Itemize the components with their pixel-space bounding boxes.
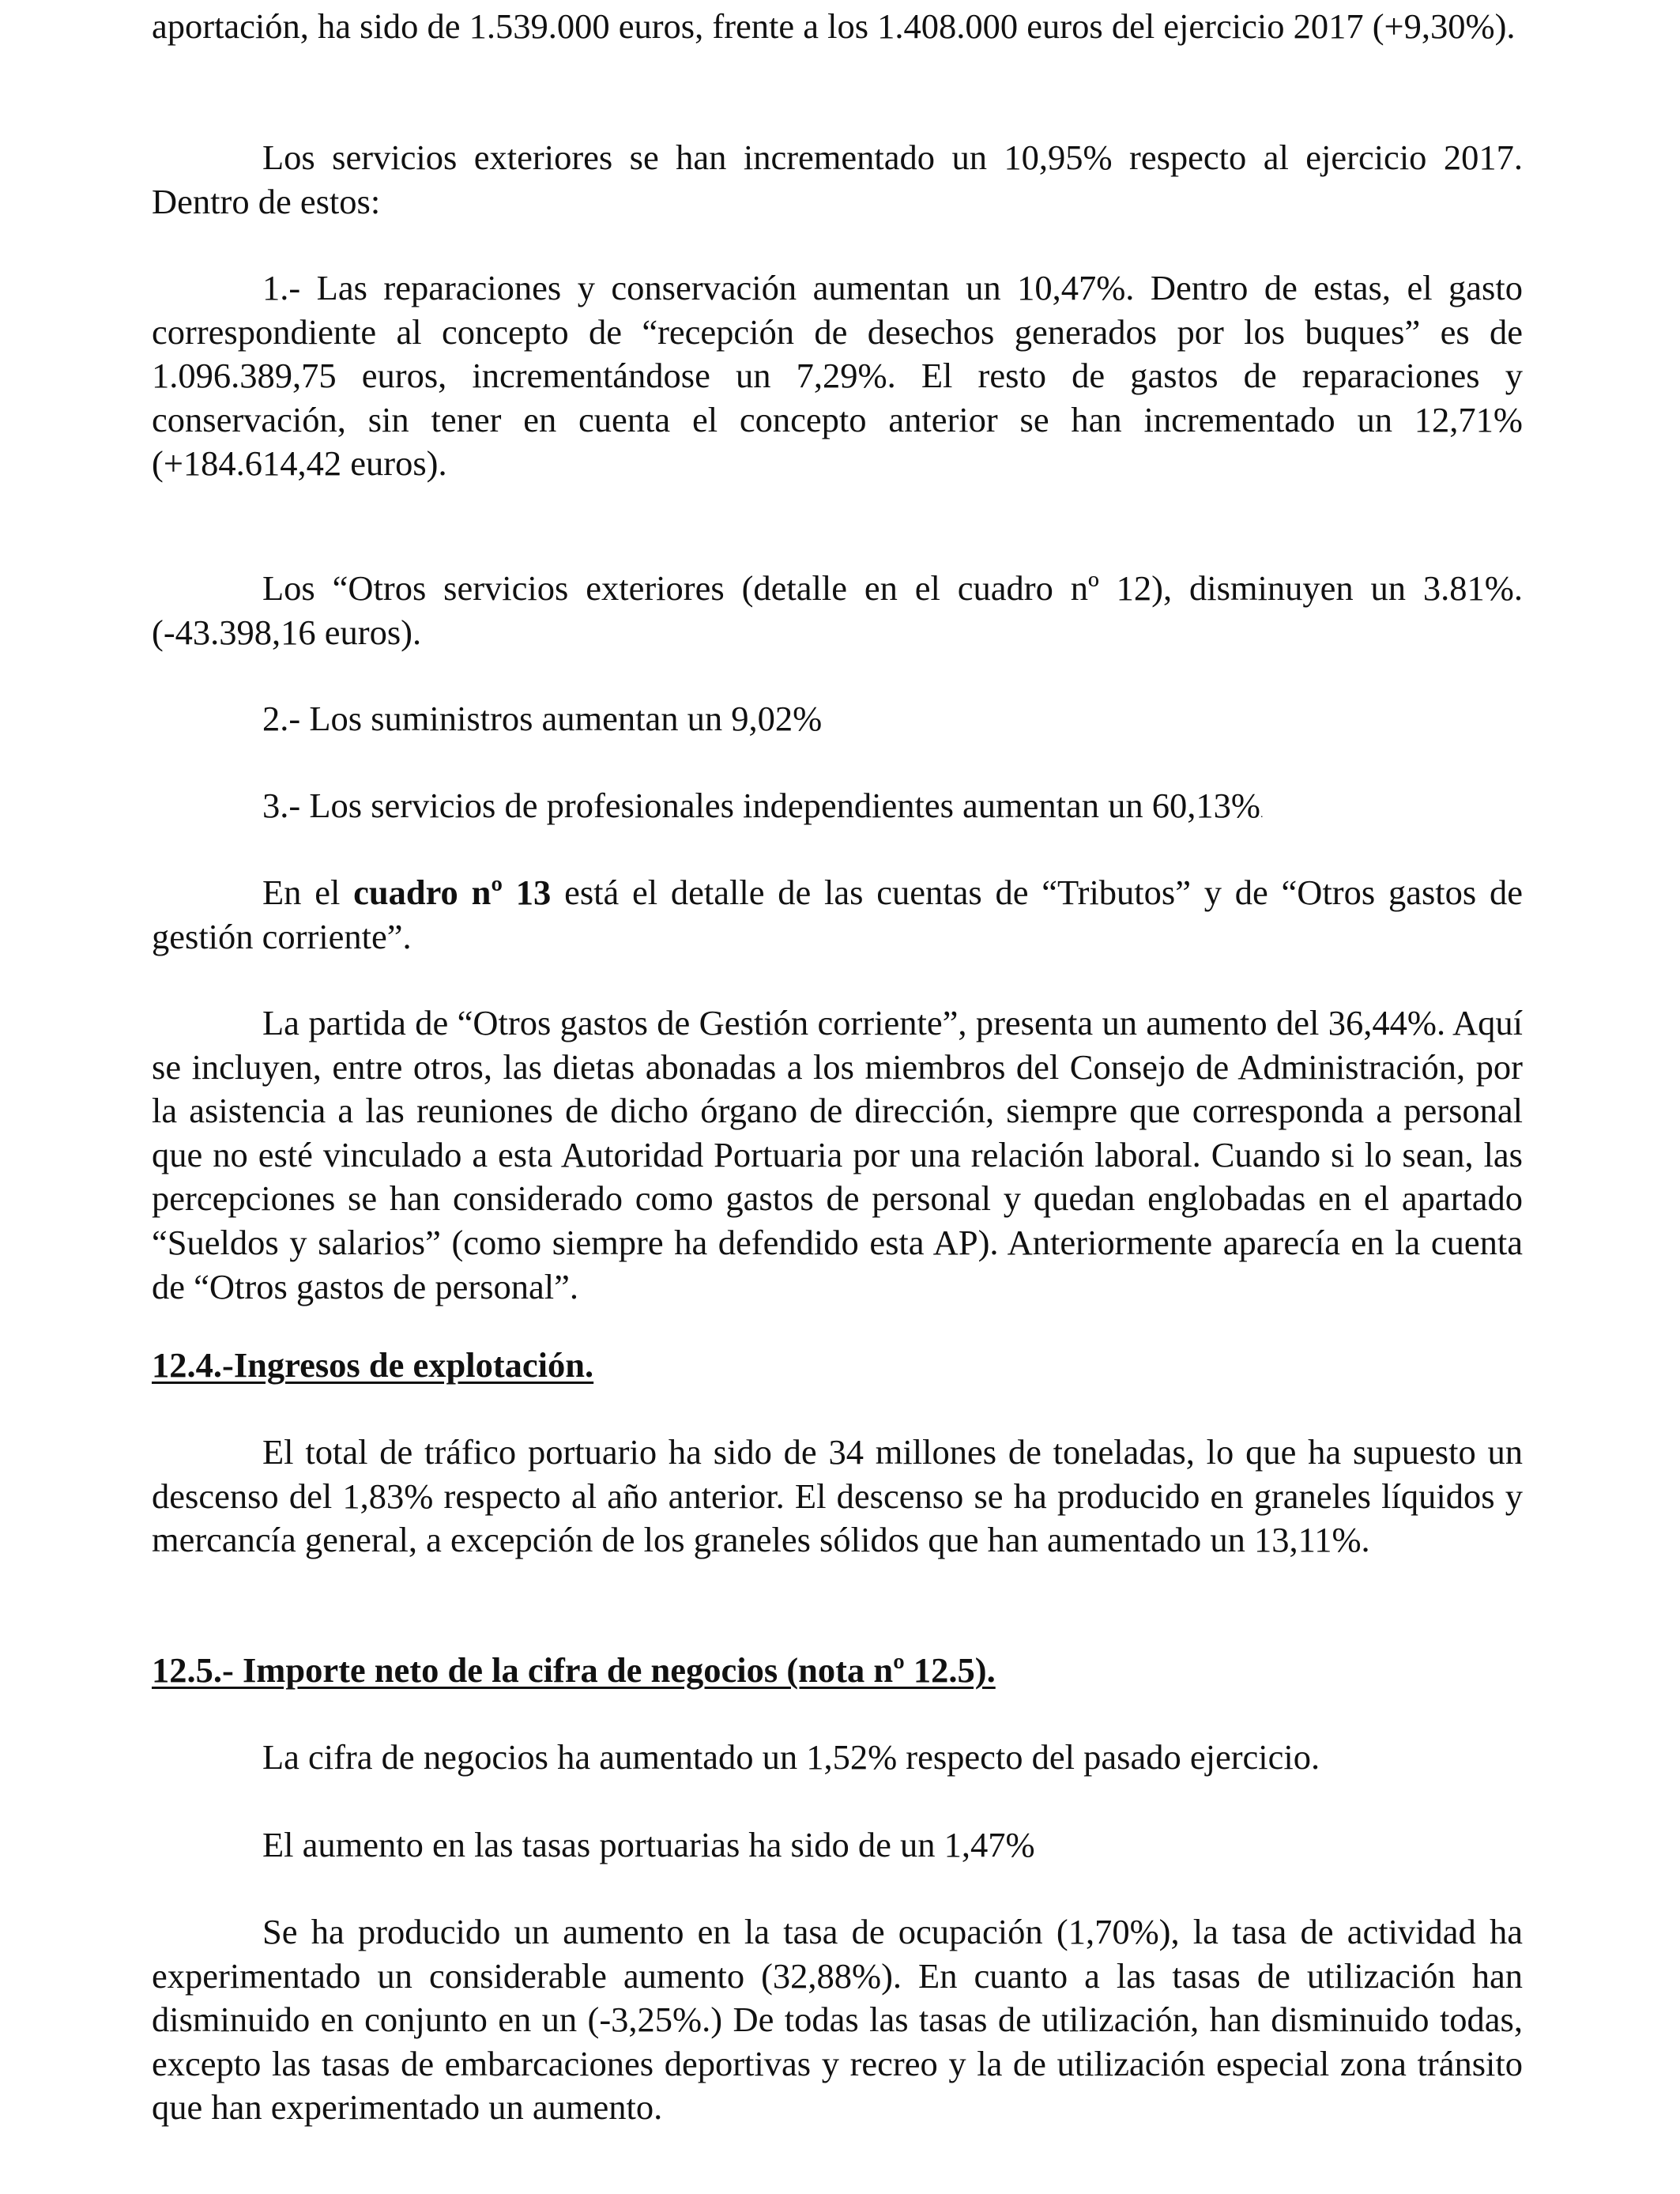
stray-mark: . (1260, 809, 1264, 820)
paragraph-reparaciones: 1.- Las reparaciones y conservación aumentan un 10,47%. Dentro de estas, el gasto correspondiente al concepto de “recepción de desechos generados por los buques” es de 1.096.389,75 euros, incrementándose un 7,29%. El resto de gastos de reparaciones y conservación, sin tener en cuenta el concepto anterior se han incrementado un 12,71% (+184.614,42 euros). (152, 268, 1523, 484)
heading-importe-neto: 12.5.- Importe neto de la cifra de negocios (nota nº 12.5). (152, 1650, 996, 1690)
heading-ingresos-explotacion: 12.4.-Ingresos de explotación. (152, 1345, 594, 1385)
paragraph-tasas-portuarias: El aumento en las tasas portuarias ha sido de un 1,47% (262, 1825, 1035, 1864)
paragraph-trafico-portuario: El total de tráfico portuario ha sido de 34 millones de toneladas, lo que ha supuesto un descenso del 1,83% respecto al año anterior. El descenso se ha producido en graneles líquidos y mercancía general, a excepción de los graneles sólidos que han aumentado un 13,11%. (152, 1432, 1523, 1560)
paragraph-cifra-negocios: La cifra de negocios ha aumentado un 1,52% respecto del pasado ejercicio. (262, 1737, 1320, 1777)
paragraph-suministros: 2.- Los suministros aumentan un 9,02% (262, 699, 823, 738)
paragraph-aportacion: aportación, ha sido de 1.539.000 euros, frente a los 1.408.000 euros del ejercicio 2017 (+9,30%). (152, 6, 1516, 46)
paragraph-otros-servicios: Los “Otros servicios exteriores (detalle en el cuadro nº 12), disminuyen un 3.81%. (-43.398,16 euros). (152, 568, 1523, 652)
paragraph-otros-gastos-gestion: La partida de “Otros gastos de Gestión corriente”, presenta un aumento del 36,44%. Aquí se incluyen, entre otros, las dietas abonadas a los miembros del Consejo de Administración, por la asistencia a las reuniones de dicho órgano de dirección, siempre que corresponda a personal que no esté vinculado a esta Autoridad Portuaria por una relación laboral. Cuando si lo sean, las percepciones se han considerado como gastos de personal y quedan englobadas en el apartado “Sueldos y salarios” (como siempre ha defendido esta AP). Anteriormente aparecía en la cuenta de “Otros gastos de personal”. (152, 1003, 1523, 1306)
cuadro-13-post: está el detalle de las cuentas de “Tributos” y de “Otros gastos de gestión corriente”. (152, 873, 1523, 956)
profesionales-text: 3.- Los servicios de profesionales independientes aumentan un 60,13% (262, 786, 1260, 825)
paragraph-servicios-exteriores: Los servicios exteriores se han incrementado un 10,95% respecto al ejercicio 2017. Dentro de estos: (152, 138, 1523, 221)
paragraph-cuadro-13 (152, 871, 1523, 959)
cuadro-13-pre: En el (262, 873, 354, 912)
paragraph-tasa-ocupacion: Se ha producido un aumento en la tasa de ocupación (1,70%), la tasa de actividad ha experimentado un considerable aumento (32,88%). En cuanto a las tasas de utilización han disminuido en conjunto en un (-3,25%.) De todas las tasas de utilización, han disminuido todas, excepto las tasas de embarcaciones deportivas y recreo y la de utilización especial zona tránsito que han experimentado un aumento. (152, 1912, 1523, 2128)
cuadro-13-bold: cuadro nº 13 (353, 873, 552, 912)
paragraph-profesionales (152, 784, 1523, 828)
